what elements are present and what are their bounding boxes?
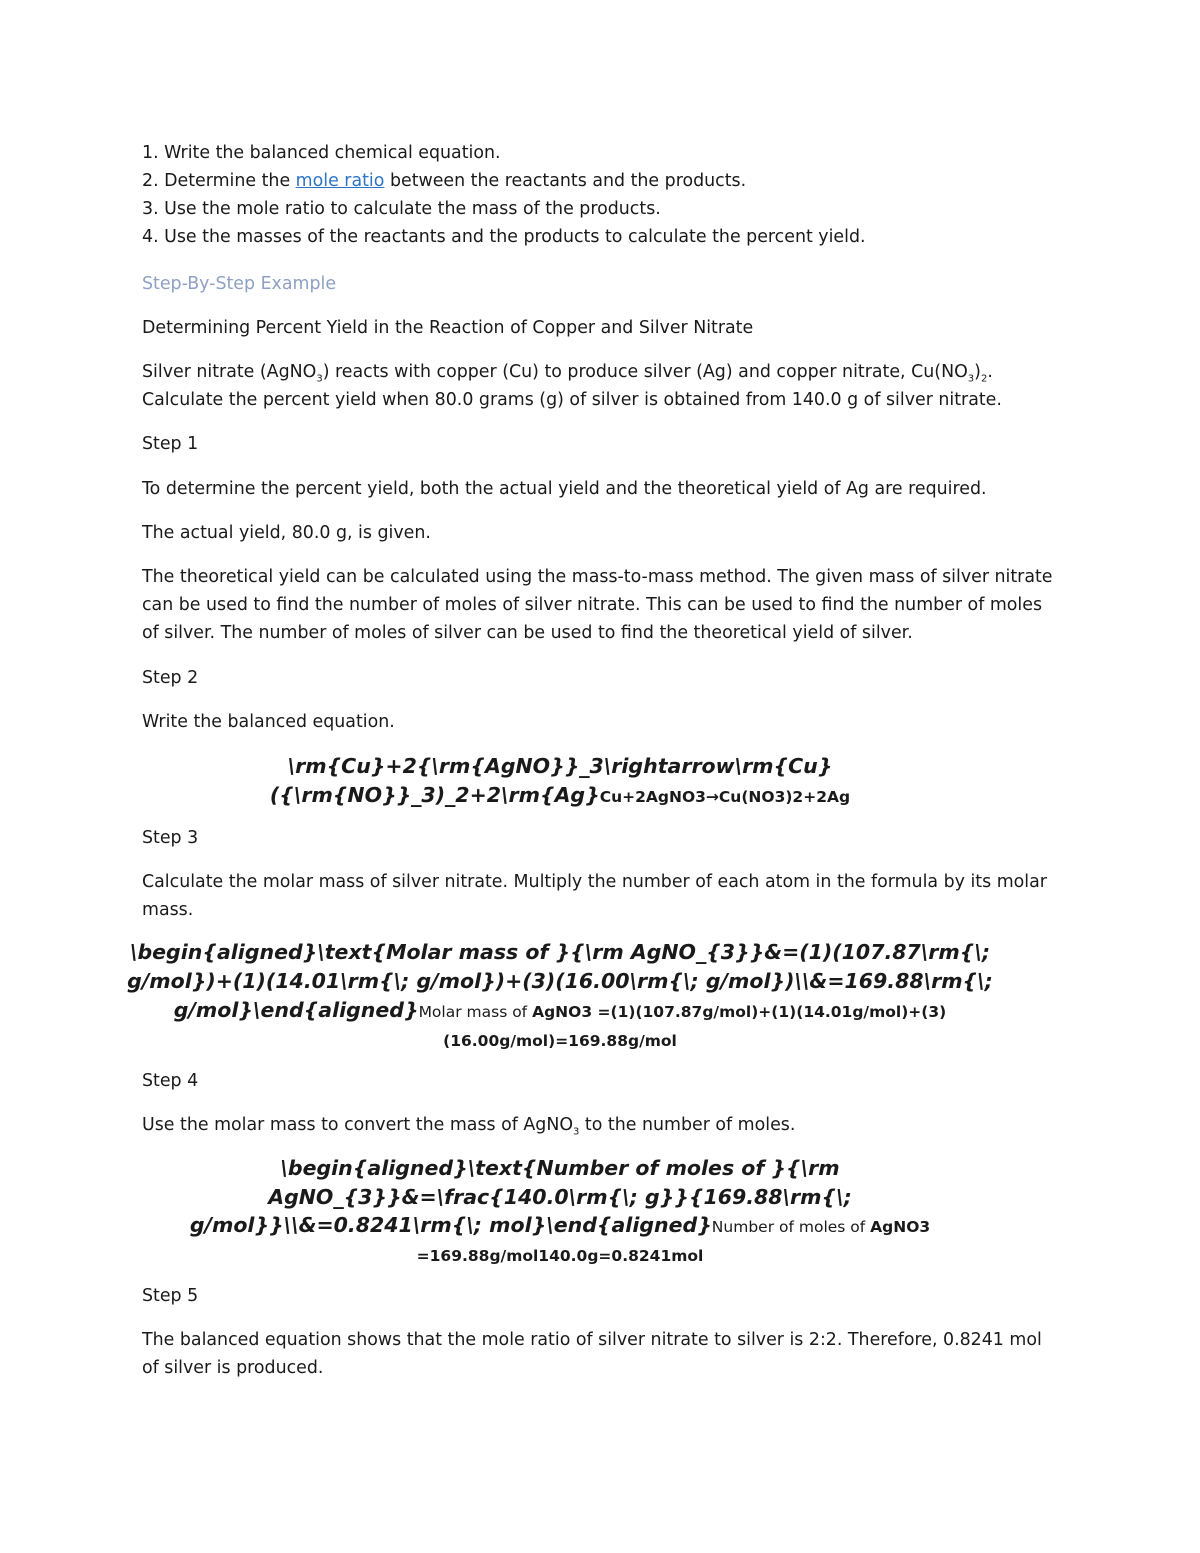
step-1-paragraph-3-line-1: The theoretical yield can be calculated using the mass-to-mass method. The given mass of silver nitrate — [142, 567, 1053, 587]
step-2-paragraph: Write the balanced equation. — [142, 712, 395, 732]
intro-line-2: Calculate the percent yield when 80.0 grams (g) of silver is obtained from 140.0 g of silver nitrate. — [142, 390, 1002, 410]
molar-mass-latex-line-1: \begin{aligned}\text{Molar mass of }{\rm AgNO_{3}}&=(1)(107.87\rm{\; — [129, 940, 991, 964]
molar-mass-label: Molar mass of — [418, 1003, 533, 1021]
molar-mass-result: (16.00g/mol)=169.88g/mol — [443, 1032, 677, 1050]
reaction-arrow-icon: → — [705, 788, 719, 806]
moles-formula: AgNO3 — [870, 1218, 931, 1236]
step-1-paragraph-1: To determine the percent yield, both the actual yield and the theoretical yield of Ag are required. — [142, 479, 987, 499]
list-item — [142, 171, 746, 191]
balanced-equation-products: Cu(NO3)2+2Ag — [718, 788, 851, 806]
list-text: Use the mole ratio to calculate the mass of the products. — [164, 199, 661, 219]
balanced-equation-line-2 — [120, 781, 1000, 811]
list-item — [142, 227, 866, 247]
list-number: 1. — [142, 143, 159, 163]
molar-mass-line-4 — [120, 1025, 1000, 1055]
step-5-label: Step 5 — [142, 1286, 199, 1306]
moles-latex-line-2: AgNO_{3}}&=\frac{140.0\rm{\; g}}{169.88\rm{\; — [268, 1185, 852, 1209]
step-4-label: Step 4 — [142, 1071, 199, 1091]
subtitle: Step-By-Step Example — [142, 274, 337, 294]
step-4-paragraph: Use the molar mass to convert the mass of AgNO$_3$ to the number of moles. — [142, 1115, 796, 1138]
step-1-label: Step 1 — [142, 434, 199, 454]
moles-line-4 — [120, 1240, 1000, 1270]
step-5-paragraph-line-1: The balanced equation shows that the mole ratio of silver nitrate to silver is 2:2. Therefore, 0.8241 mol — [142, 1330, 1042, 1350]
moles-latex-line-1: \begin{aligned}\text{Number of moles of }{\rm — [280, 1156, 840, 1180]
step-1-paragraph-3-line-3: of silver. The number of moles of silver can be used to find the theoretical yield of silver. — [142, 623, 913, 643]
balanced-equation-reactants: Cu+2AgNO3 — [599, 788, 706, 806]
molar-mass-formula: AgNO3 =(1)(107.87g/mol)+(1)(14.01g/mol)+(3) — [532, 1003, 947, 1021]
molar-mass-latex-line-2: g/mol})+(1)(14.01\rm{\; g/mol})+(3)(16.00\rm{\; g/mol})\\&=169.88\rm{\; — [127, 969, 993, 993]
section-heading: Determining Percent Yield in the Reaction of Copper and Silver Nitrate — [142, 318, 754, 338]
step-2-label: Step 2 — [142, 668, 199, 688]
list-number: 2. — [142, 171, 159, 191]
balanced-equation-latex-line-2: ({\rm{NO}}_3)_2+2\rm{Ag} — [269, 783, 600, 807]
step-3-paragraph-line-1: Calculate the molar mass of silver nitrate. Multiply the number of each atom in the formula by its molar — [142, 872, 1047, 892]
mole-ratio-link[interactable]: mole ratio — [295, 171, 385, 191]
molar-mass-latex-line-3: g/mol}\end{aligned} — [173, 998, 419, 1022]
step-1-paragraph-2: The actual yield, 80.0 g, is given. — [142, 523, 431, 543]
list-text: Write the balanced chemical equation. — [164, 143, 501, 163]
step-5-paragraph-line-2: of silver is produced. — [142, 1358, 324, 1378]
molar-mass-line-3 — [120, 996, 1000, 1026]
step-3-paragraph-line-2: mass. — [142, 900, 194, 920]
balanced-equation-latex-line-1: \rm{Cu}+2{\rm{AgNO}}_3\rightarrow\rm{Cu} — [287, 754, 833, 778]
list-number: 4. — [142, 227, 159, 247]
list-item — [142, 143, 501, 163]
list-text-before: Determine the — [164, 171, 296, 191]
list-item — [142, 199, 661, 219]
moles-result: =169.88g/mol140.0g=0.8241mol — [416, 1247, 704, 1265]
moles-latex-line-3: g/mol}}\\&=0.8241\rm{\; mol}\end{aligned} — [189, 1213, 712, 1237]
step-3-label: Step 3 — [142, 828, 199, 848]
list-text-after: between the reactants and the products. — [384, 171, 747, 191]
step-1-paragraph-3-line-2: can be used to find the number of moles of silver nitrate. This can be used to find the number of moles — [142, 595, 1043, 615]
moles-label: Number of moles of — [711, 1218, 871, 1236]
list-text: Use the masses of the reactants and the products to calculate the percent yield. — [164, 227, 866, 247]
moles-line-3 — [120, 1211, 1000, 1241]
intro-line-1: Silver nitrate (AgNO$_3$) reacts with copper (Cu) to produce silver (Ag) and copper nitrate, $Cu(NO_3)_2$. — [142, 362, 993, 385]
list-number: 3. — [142, 199, 159, 219]
